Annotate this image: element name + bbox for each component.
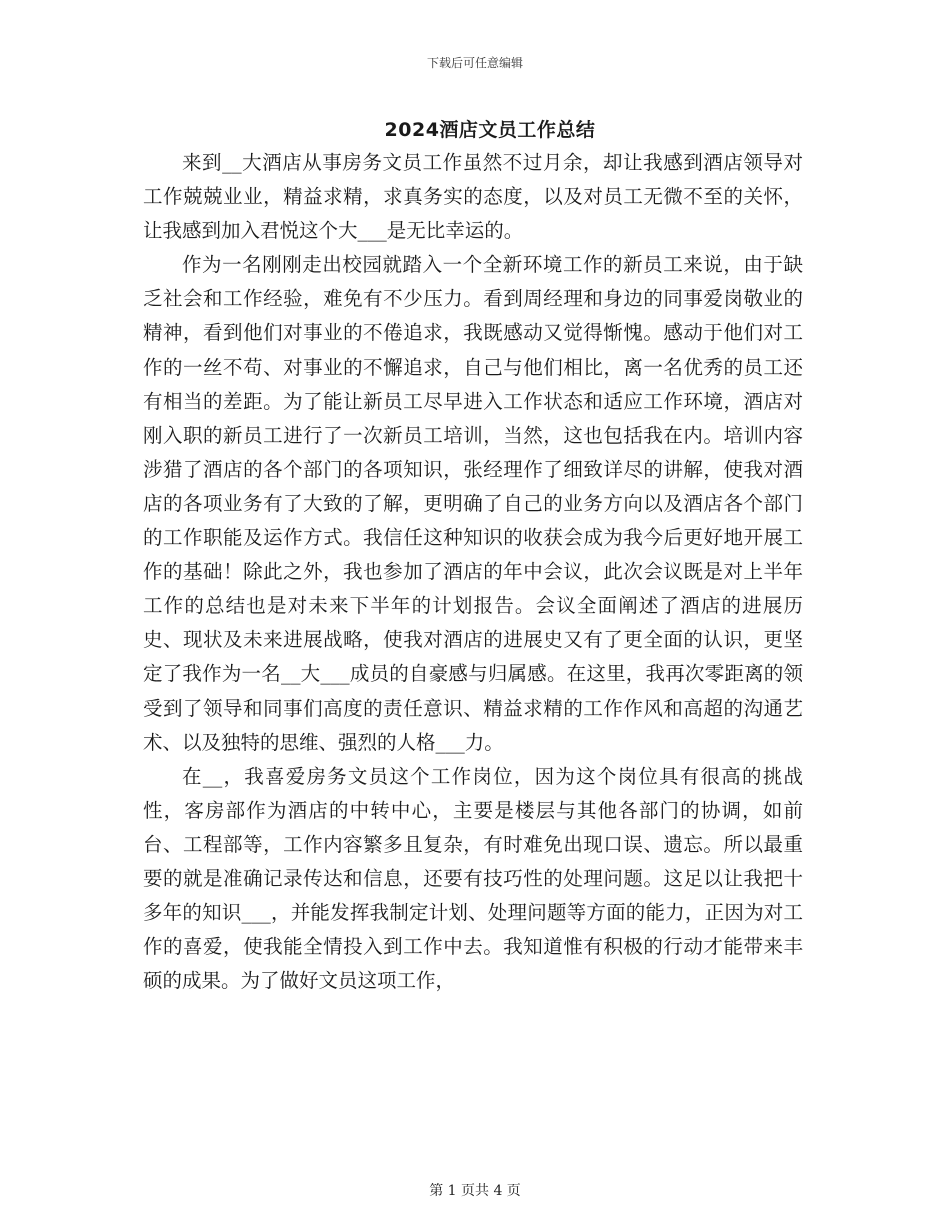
document-body xyxy=(143,146,803,998)
page-header: 下载后可任意编辑 xyxy=(426,56,523,70)
paragraph-1: 来到__大酒店从事房务文员工作虽然不过月余，却让我感到酒店领导对工作兢兢业业，精益求精，求真务实的态度，以及对员工无微不至的关怀，让我感到加入君悦这个大___是无比幸运的。 xyxy=(143,151,803,243)
page-number: 第 1 页共 4 页 xyxy=(429,1183,521,1199)
paragraph-2: 作为一名刚刚走出校园就踏入一个全新环境工作的新员工来说，由于缺乏社会和工作经验，难免有不少压力。看到周经理和身边的同事爱岗敬业的精神，看到他们对事业的不倦追求，我既感动又觉得惭愧。感动于他们对工作的一丝不苟、对事业的不懈追求，自己与他们相比，离一名优秀的员工还有相当的差距。为了能让新员工尽早进入工作状态和适应工作环境，酒店对刚入职的新员工进行了一次新员工培训，当然，这也包括我在内。培训内容涉猎了酒店的各个部门的各项知识，张经理作了细致详尽的讲解，使我对酒店的各项业务有了大致的了解，更明确了自己的业务方向以及酒店各个部门的工作职能及运作方式。我信任这种知识的收获会成为我今后更好地开展工作的基础！除此之外，我也参加了酒店的年中会议，此次会议既是对上半年工作的总结也是对未来下半年的计划报告。会议全面阐述了酒店的进展历史、现状及未来进展战略，使我对酒店的进展史又有了更全面的认识，更坚定了我作为一名__大___成员的自豪感与归属感。在这里，我再次零距离的领受到了领导和同事们高度的责任意识、精益求精的工作作风和高超的沟通艺术、以及独特的思维、强烈的人格___力。 xyxy=(143,253,803,754)
paragraph-3: 在__，我喜爱房务文员这个工作岗位，因为这个岗位具有很高的挑战性，客房部作为酒店的中转中心，主要是楼层与其他各部门的协调，如前台、工程部等，工作内容繁多且复杂，有时难免出现口误、遗忘。所以最重要的就是准确记录传达和信息，还要有技巧性的处理问题。这足以让我把十多年的知识___，并能发挥我制定计划、处理问题等方面的能力，正因为对工作的喜爱，使我能全情投入到工作中去。我知道惟有积极的行动才能带来丰硕的成果。为了做好文员这项工作， xyxy=(143,764,803,993)
document-title: 2024酒店文员工作总结 xyxy=(384,119,596,141)
